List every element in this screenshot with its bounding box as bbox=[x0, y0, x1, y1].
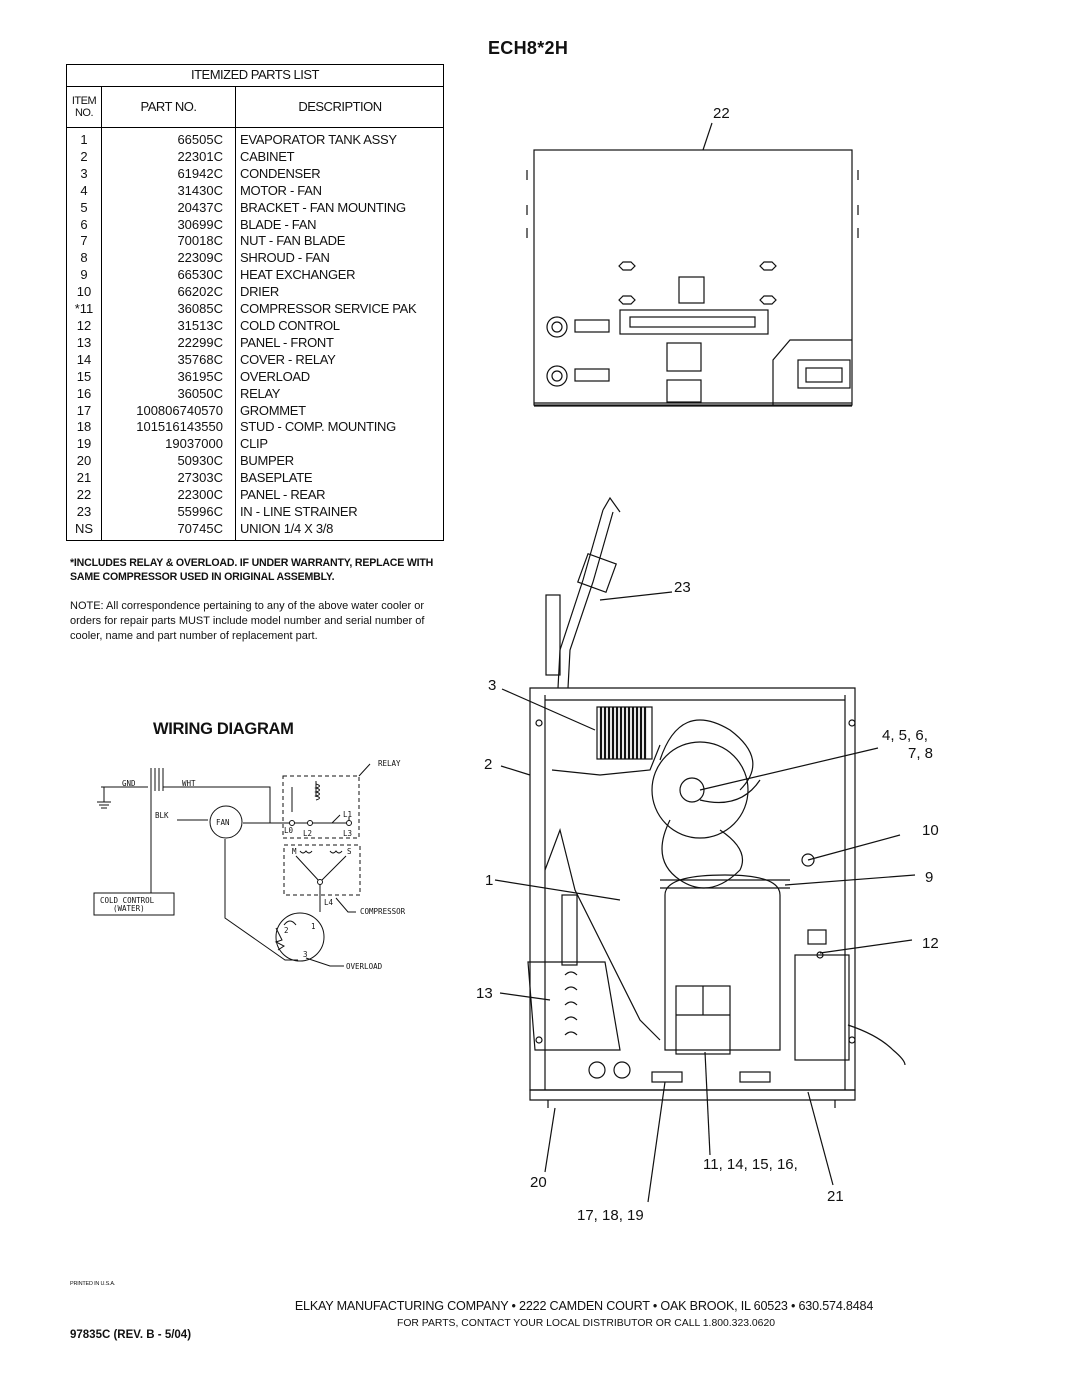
item-no-cell: 8 bbox=[67, 250, 102, 267]
item-no-cell: 18 bbox=[67, 419, 102, 436]
leader-23 bbox=[600, 592, 672, 600]
wht-label: WHT bbox=[182, 779, 196, 788]
callout-21: 21 bbox=[827, 1188, 844, 1205]
overload-label: OVERLOAD bbox=[346, 962, 383, 971]
leader-20 bbox=[545, 1108, 555, 1172]
part-no-cell: 30699C bbox=[102, 217, 236, 234]
model-title: ECH8*2H bbox=[488, 38, 569, 58]
item-no-cell: 1 bbox=[67, 128, 102, 149]
callout-12: 12 bbox=[922, 935, 939, 952]
leader-1 bbox=[495, 880, 620, 900]
callout-4-5-6: 4, 5, 6, bbox=[882, 727, 928, 744]
part-no-cell: 66202C bbox=[102, 284, 236, 301]
description-cell: EVAPORATOR TANK ASSY bbox=[240, 132, 397, 147]
part-no-cell: 55996C bbox=[102, 504, 236, 521]
item-no-cell: 13 bbox=[67, 335, 102, 352]
description-cell: MOTOR - FAN bbox=[240, 182, 322, 198]
part-no-cell: 19037000 bbox=[102, 436, 236, 453]
leader-10 bbox=[808, 835, 900, 860]
item-no-cell: 20 bbox=[67, 453, 102, 470]
description-cell: OVERLOAD bbox=[240, 368, 310, 384]
item-no-cell: 4 bbox=[67, 183, 102, 200]
in-line-strainer bbox=[578, 554, 616, 592]
l2-label: L2 bbox=[303, 829, 313, 838]
item-no-cell: 23 bbox=[67, 504, 102, 521]
condenser bbox=[597, 707, 652, 759]
item-no-cell: 15 bbox=[67, 369, 102, 386]
terminal-2-label: 2 bbox=[284, 926, 289, 935]
part-no-cell: 70018C bbox=[102, 233, 236, 250]
callout-20: 20 bbox=[530, 1174, 547, 1191]
terminal-1-label: 1 bbox=[311, 922, 316, 931]
leader-456 bbox=[700, 748, 878, 790]
s-label: S bbox=[347, 847, 352, 856]
parts-contact: FOR PARTS, CONTACT YOUR LOCAL DISTRIBUTOR OR CALL 1.800.323.0620 bbox=[396, 1318, 776, 1329]
item-no-cell: 19 bbox=[67, 436, 102, 453]
item-no-cell: 9 bbox=[67, 267, 102, 284]
description-cell: BRACKET - FAN MOUNTING bbox=[240, 199, 406, 215]
item-no-cell: 10 bbox=[67, 284, 102, 301]
blk-label: BLK bbox=[155, 811, 169, 820]
callout-1: 1 bbox=[485, 872, 494, 889]
description-cell: RELAY bbox=[240, 385, 281, 401]
description-cell: GROMMET bbox=[240, 402, 306, 418]
header-description: DESCRIPTION bbox=[236, 87, 444, 128]
item-no-cell: *11 bbox=[67, 301, 102, 318]
description-cell: DRIER bbox=[240, 284, 279, 300]
description-cell: BASEPLATE bbox=[240, 470, 313, 486]
part-no-cell: 31513C bbox=[102, 318, 236, 335]
item-no-cell: 16 bbox=[67, 386, 102, 403]
m-label: M bbox=[292, 847, 297, 856]
compressor-label: COMPRESSOR bbox=[360, 907, 406, 916]
item-no-cell: 17 bbox=[67, 403, 102, 420]
part-no-cell: 61942C bbox=[102, 166, 236, 183]
part-no-cell: 31430C bbox=[102, 183, 236, 200]
callout-11-14-15-16: 11, 14, 15, 16, bbox=[703, 1156, 798, 1173]
cold-control-label: COLD CONTROL bbox=[100, 896, 155, 905]
callout-22: 22 bbox=[713, 105, 730, 122]
company-address: ELKAY MANUFACTURING COMPANY • 2222 CAMDEN COURT • OAK BROOK, IL 60523 • 630.574.8484 bbox=[294, 1299, 874, 1313]
description-cell: CABINET bbox=[240, 148, 295, 164]
callout-17-18-19: 17, 18, 19 bbox=[577, 1207, 644, 1224]
description-cell: CLIP bbox=[240, 436, 268, 452]
fan-blade-assembly bbox=[652, 720, 760, 888]
header-part-no: PART NO. bbox=[102, 87, 236, 128]
callout-3: 3 bbox=[488, 677, 497, 694]
item-no-cell: 14 bbox=[67, 352, 102, 369]
callout-23: 23 bbox=[674, 579, 691, 596]
leader-13 bbox=[500, 993, 550, 1000]
l1-label: L1 bbox=[343, 810, 353, 819]
terminal-3-label: 3 bbox=[303, 950, 308, 959]
description-cell: CONDENSER bbox=[240, 165, 321, 181]
part-no-cell: 27303C bbox=[102, 470, 236, 487]
description-cell: COVER - RELAY bbox=[240, 351, 336, 367]
callout-9: 9 bbox=[925, 869, 934, 886]
item-no-cell: 21 bbox=[67, 470, 102, 487]
description-cell: BLADE - FAN bbox=[240, 216, 317, 232]
part-no-cell: 100806740570 bbox=[102, 403, 236, 420]
front-panel bbox=[528, 962, 620, 1050]
cold-control bbox=[795, 955, 849, 1060]
item-no-cell: NS bbox=[67, 521, 102, 540]
cold-control-water-label: (WATER) bbox=[113, 904, 145, 913]
part-no-cell: 36085C bbox=[102, 301, 236, 318]
item-no-cell: 12 bbox=[67, 318, 102, 335]
leader-3 bbox=[502, 689, 595, 730]
inlet-tube bbox=[558, 510, 603, 688]
wiring-diagram-title: WIRING DIAGRAM bbox=[153, 720, 294, 738]
part-no-cell: 36050C bbox=[102, 386, 236, 403]
description-cell: PANEL - REAR bbox=[240, 487, 326, 503]
callout-7-8: 7, 8 bbox=[908, 745, 934, 762]
part-no-cell: 70745C bbox=[102, 521, 236, 540]
part-no-cell: 101516143550 bbox=[102, 419, 236, 436]
parts-list-title: ITEMIZED PARTS LIST bbox=[67, 65, 444, 87]
item-no-cell: 5 bbox=[67, 200, 102, 217]
leader-11 bbox=[705, 1052, 710, 1155]
l4-label: L4 bbox=[324, 898, 334, 907]
fan-label: FAN bbox=[216, 818, 230, 827]
compressor-footnote: *INCLUDES RELAY & OVERLOAD. IF UNDER WARRANTY, REPLACE WITH SAME COMPRESSOR USED IN ORIGINAL ASSEMBLY. bbox=[70, 557, 434, 583]
part-no-cell: 22309C bbox=[102, 250, 236, 267]
cabinet bbox=[530, 688, 855, 1090]
description-cell: NUT - FAN BLADE bbox=[240, 233, 346, 249]
callout-2: 2 bbox=[484, 756, 493, 773]
part-no-cell: 20437C bbox=[102, 200, 236, 217]
description-cell: COLD CONTROL bbox=[240, 317, 340, 333]
item-no-cell: 22 bbox=[67, 487, 102, 504]
l0-label: L0 bbox=[284, 826, 294, 835]
header-item-no: ITEM NO. bbox=[67, 87, 102, 128]
l3-label: L3 bbox=[343, 829, 353, 838]
description-cell: SHROUD - FAN bbox=[240, 250, 330, 266]
description-cell: BUMPER bbox=[240, 453, 294, 469]
baseplate bbox=[530, 1090, 855, 1108]
part-no-cell: 35768C bbox=[102, 352, 236, 369]
leader-12 bbox=[820, 940, 912, 953]
part-no-cell: 22301C bbox=[102, 149, 236, 166]
printed-in-usa: PRINTED IN U.S.A. bbox=[70, 1281, 116, 1287]
description-cell: HEAT EXCHANGER bbox=[240, 267, 356, 283]
description-cell: UNION 1/4 X 3/8 bbox=[240, 520, 334, 536]
part-no-cell: 66505C bbox=[102, 128, 236, 149]
part-no-cell: 66530C bbox=[102, 267, 236, 284]
description-cell: IN - LINE STRAINER bbox=[240, 503, 358, 519]
item-no-cell: 3 bbox=[67, 166, 102, 183]
part-no-cell: 22300C bbox=[102, 487, 236, 504]
callout-13: 13 bbox=[476, 985, 493, 1002]
document-number: 97835C (REV. B - 5/04) bbox=[70, 1329, 192, 1341]
leader-2 bbox=[501, 766, 530, 775]
gnd-label: GND bbox=[122, 779, 136, 788]
correspondence-note: NOTE: All correspondence pertaining to any of the above water cooler or orders for repair parts MUST include model number and serial number of cooler, name and part number of replacement part. bbox=[70, 600, 425, 643]
leader-9 bbox=[785, 875, 915, 885]
compressor bbox=[665, 875, 780, 1050]
callout-10: 10 bbox=[922, 822, 939, 839]
part-no-cell: 50930C bbox=[102, 453, 236, 470]
part-no-cell: 36195C bbox=[102, 369, 236, 386]
description-cell: STUD - COMP. MOUNTING bbox=[240, 419, 396, 435]
part-no-cell: 22299C bbox=[102, 335, 236, 352]
description-cell: COMPRESSOR SERVICE PAK bbox=[240, 301, 417, 317]
item-no-cell: 2 bbox=[67, 149, 102, 166]
item-no-cell: 6 bbox=[67, 217, 102, 234]
description-cell: PANEL - FRONT bbox=[240, 334, 334, 350]
relay-label: RELAY bbox=[378, 759, 401, 768]
item-no-cell: 7 bbox=[67, 233, 102, 250]
leader-21 bbox=[808, 1092, 833, 1185]
